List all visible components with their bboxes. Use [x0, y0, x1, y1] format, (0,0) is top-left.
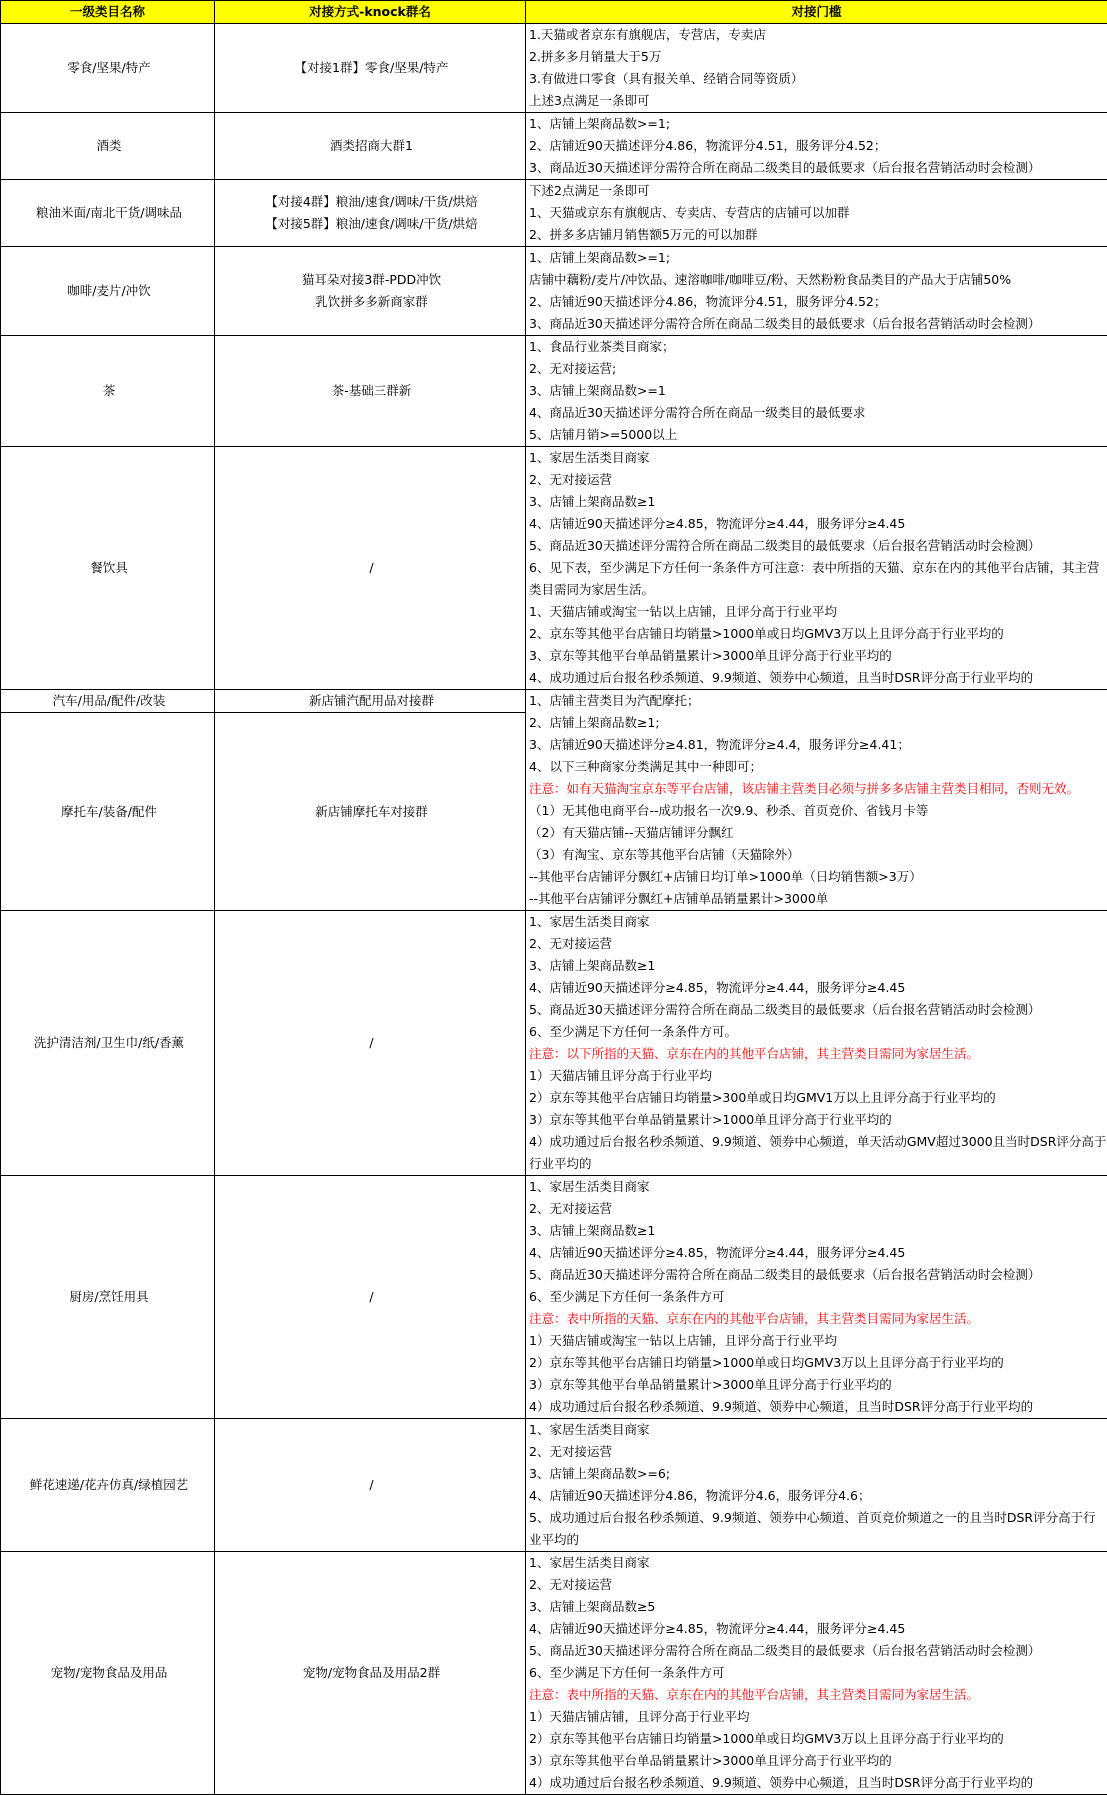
requirement-line: 4、以下三种商家分类满足其中一种即可； — [529, 756, 1107, 778]
group-name: 宠物/宠物食品及用品2群 — [218, 1662, 525, 1684]
category-cell[interactable]: 茶 — [1, 336, 215, 447]
requirement-line: （1）无其他电商平台--成功报名一次9.9、秒杀、首页竞价、省钱月卡等 — [529, 800, 1107, 822]
requirement-line: 2、无对接运营 — [529, 933, 1107, 955]
requirement-line: 3、店铺上架商品数≥1 — [529, 955, 1107, 977]
category-cell[interactable]: 零食/坚果/特产 — [1, 24, 215, 113]
requirement-note: 注意：表中所指的天猫、京东在内的其他平台店铺，其主营类目需同为家居生活。 — [529, 1308, 1107, 1330]
requirement-line: 3）京东等其他平台单品销量累计>1000单且评分高于行业平均的 — [529, 1109, 1107, 1131]
requirement-line: 3、商品近30天描述评分需符合所在商品二级类目的最低要求（后台报名营销活动时会检测） — [529, 157, 1107, 179]
requirement-line: 4、店铺近90天描述评分4.86，物流评分4.6，服务评分4.6； — [529, 1485, 1107, 1507]
requirement-line: 5、商品近30天描述评分需符合所在商品二级类目的最低要求（后台报名营销活动时会检测） — [529, 1640, 1107, 1662]
requirement-line: 4、商品近30天描述评分需符合所在商品一级类目的最低要求 — [529, 402, 1107, 424]
requirement-line: 2、店铺近90天描述评分4.86，物流评分4.51，服务评分4.52； — [529, 291, 1107, 313]
group-name: / — [218, 1474, 525, 1496]
requirement-line: 6、至少满足下方任何一条条件方可 — [529, 1286, 1107, 1308]
group-cell[interactable] — [215, 447, 526, 690]
table-row — [1, 247, 1107, 336]
group-name: 乳饮拼多多新商家群 — [218, 291, 525, 313]
requirement-line: 3、商品近30天描述评分需符合所在商品二级类目的最低要求（后台报名营销活动时会检测） — [529, 313, 1107, 335]
requirement-line: 3）京东等其他平台单品销量累计>3000单且评分高于行业平均的 — [529, 1374, 1107, 1396]
requirement-line: 3.有做进口零食（具有报关单、经销合同等资质） — [529, 68, 1107, 90]
group-cell[interactable] — [215, 1419, 526, 1552]
group-cell[interactable] — [215, 336, 526, 447]
requirement-line: 2、无对接运营 — [529, 1574, 1107, 1596]
requirement-line: 4）成功通过后台报名秒杀频道、9.9频道、领券中心频道，且当时DSR评分高于行业平均的 — [529, 1396, 1107, 1418]
group-name: 新店铺汽配用品对接群 — [218, 690, 525, 712]
group-cell[interactable] — [215, 713, 526, 911]
category-cell[interactable]: 摩托车/装备/配件 — [1, 713, 215, 911]
table-row — [1, 1176, 1107, 1419]
requirement-line: 1、天猫店铺或淘宝一钻以上店铺，且评分高于行业平均 — [529, 601, 1107, 623]
requirement-line: 2）京东等其他平台店铺日均销量>1000单或日均GMV3万以上且评分高于行业平均的 — [529, 1728, 1107, 1750]
requirement-line: 2、拼多多店铺月销售额5万元的可以加群 — [529, 224, 1107, 246]
requirement-line: 3、店铺上架商品数>=6; — [529, 1463, 1107, 1485]
requirement-line: 1）天猫店铺或淘宝一钻以上店铺，且评分高于行业平均 — [529, 1330, 1107, 1352]
requirements-cell[interactable] — [526, 180, 1107, 247]
table-row — [1, 911, 1107, 1176]
group-cell[interactable] — [215, 247, 526, 336]
requirements-cell[interactable] — [526, 1552, 1107, 1795]
requirement-line: 3、店铺上架商品数≥1 — [529, 1220, 1107, 1242]
requirements-cell[interactable] — [526, 690, 1107, 911]
requirement-note: 注意：以下所指的天猫、京东在内的其他平台店铺，其主营类目需同为家居生活。 — [529, 1043, 1107, 1065]
header-requirements[interactable]: 对接门槛 — [526, 1, 1107, 24]
requirement-line: 2、无对接运营; — [529, 358, 1107, 380]
table-row — [1, 180, 1107, 247]
requirement-line: 3、店铺上架商品数≥5 — [529, 1596, 1107, 1618]
requirement-line: 下述2点满足一条即可 — [529, 180, 1107, 202]
requirement-line: 1、天猫或京东有旗舰店、专卖店、专营店的店铺可以加群 — [529, 202, 1107, 224]
requirement-line: --其他平台店铺评分飘红+店铺日均订单>1000单（日均销售额>3万） — [529, 866, 1107, 888]
requirement-line: 6、至少满足下方任何一条条件方可。 — [529, 1021, 1107, 1043]
requirement-line: 5、商品近30天描述评分需符合所在商品二级类目的最低要求（后台报名营销活动时会检测） — [529, 535, 1107, 557]
group-name: 【对接1群】零食/坚果/特产 — [218, 57, 525, 79]
group-cell[interactable] — [215, 180, 526, 247]
requirement-line: 1）天猫店铺且评分高于行业平均 — [529, 1065, 1107, 1087]
requirement-line: 1、店铺上架商品数>=1; — [529, 113, 1107, 135]
group-cell[interactable] — [215, 690, 526, 713]
group-name: / — [218, 557, 525, 579]
requirements-cell[interactable] — [526, 1176, 1107, 1419]
requirement-line: 4、店铺近90天描述评分≥4.85，物流评分≥4.44，服务评分≥4.45 — [529, 513, 1107, 535]
requirement-line: 2、京东等其他平台店铺日均销量>1000单或日均GMV3万以上且评分高于行业平均的 — [529, 623, 1107, 645]
group-name: 【对接4群】粮油/速食/调味/干货/烘焙 — [218, 191, 525, 213]
group-name: 新店铺摩托车对接群 — [218, 801, 525, 823]
requirement-line: 5、商品近30天描述评分需符合所在商品二级类目的最低要求（后台报名营销活动时会检测） — [529, 999, 1107, 1021]
category-cell[interactable]: 洗护清洁剂/卫生巾/纸/香薰 — [1, 911, 215, 1176]
requirement-line: 2.拼多多月销量大于5万 — [529, 46, 1107, 68]
requirement-line: （3）有淘宝、京东等其他平台店铺（天猫除外） — [529, 844, 1107, 866]
requirement-line: （2）有天猫店铺--天猫店铺评分飘红 — [529, 822, 1107, 844]
table-row — [1, 24, 1107, 113]
requirement-line: 2、店铺上架商品数≥1; — [529, 712, 1107, 734]
group-cell[interactable] — [215, 1552, 526, 1795]
table-row — [1, 113, 1107, 180]
requirement-line: 4）成功通过后台报名秒杀频道、9.9频道、领券中心频道，且当时DSR评分高于行业平均的 — [529, 1772, 1107, 1794]
requirement-line: 2、无对接运营 — [529, 1198, 1107, 1220]
requirement-note: 注意：表中所指的天猫、京东在内的其他平台店铺，其主营类目需同为家居生活。 — [529, 1684, 1107, 1706]
category-cell[interactable]: 餐饮具 — [1, 447, 215, 690]
requirement-line: 2）京东等其他平台店铺日均销量>300单或日均GMV1万以上且评分高于行业平均的 — [529, 1087, 1107, 1109]
requirement-line: 1）天猫店铺店铺，且评分高于行业平均 — [529, 1706, 1107, 1728]
requirement-line: 2、无对接运营 — [529, 1441, 1107, 1463]
requirement-line: 1、食品行业茶类目商家； — [529, 336, 1107, 358]
requirement-line: 3、店铺上架商品数≥1 — [529, 491, 1107, 513]
requirement-line: 店铺中藕粉/麦片/冲饮品、速溶咖啡/咖啡豆/粉、天然粉粉食品类目的产品大于店铺50% — [529, 269, 1107, 291]
group-cell[interactable] — [215, 113, 526, 180]
header-group[interactable]: 对接方式-knock群名 — [215, 1, 526, 24]
requirement-line: 1、店铺上架商品数>=1; — [529, 247, 1107, 269]
requirement-line: 6、见下表，至少满足下方任何一条条件方可注意：表中所指的天猫、京东在内的其他平台店铺，其主营类目需同为家居生活。 — [529, 557, 1107, 601]
category-cell[interactable]: 咖啡/麦片/冲饮 — [1, 247, 215, 336]
group-cell[interactable] — [215, 911, 526, 1176]
table-row — [1, 1552, 1107, 1795]
requirement-line: 1.天猫或者京东有旗舰店，专营店，专卖店 — [529, 24, 1107, 46]
group-cell[interactable] — [215, 24, 526, 113]
requirements-cell[interactable] — [526, 336, 1107, 447]
category-cell[interactable]: 宠物/宠物食品及用品 — [1, 1552, 215, 1795]
requirements-cell[interactable] — [526, 113, 1107, 180]
group-name: 酒类招商大群1 — [218, 135, 525, 157]
requirements-cell[interactable] — [526, 24, 1107, 113]
requirement-line: 2、店铺近90天描述评分4.86，物流评分4.51，服务评分4.52； — [529, 135, 1107, 157]
requirement-line: 1、店铺主营类目为汽配摩托； — [529, 690, 1107, 712]
requirement-line: 5、商品近30天描述评分需符合所在商品二级类目的最低要求（后台报名营销活动时会检测） — [529, 1264, 1107, 1286]
requirements-cell[interactable] — [526, 447, 1107, 690]
requirement-line: 3、店铺上架商品数>=1 — [529, 380, 1107, 402]
requirement-line: 3、京东等其他平台单品销量累计>3000单且评分高于行业平均的 — [529, 645, 1107, 667]
requirement-line: 1、家居生活类目商家 — [529, 1419, 1107, 1441]
category-cell[interactable]: 厨房/烹饪用具 — [1, 1176, 215, 1419]
requirement-line: 4、店铺近90天描述评分≥4.85，物流评分≥4.44，服务评分≥4.45 — [529, 977, 1107, 999]
requirement-note: 注意：如有天猫淘宝京东等平台店铺，该店铺主营类目必须与拼多多店铺主营类目相同，否则无效。 — [529, 778, 1107, 800]
requirement-line: 3、店铺近90天描述评分≥4.81，物流评分≥4.4，服务评分≥4.41； — [529, 734, 1107, 756]
requirement-line: 4、店铺近90天描述评分≥4.85，物流评分≥4.44，服务评分≥4.45 — [529, 1618, 1107, 1640]
header-category[interactable]: 一级类目名称 — [1, 1, 215, 24]
requirement-line: 1、家居生活类目商家 — [529, 447, 1107, 469]
requirement-line: 2）京东等其他平台店铺日均销量>1000单或日均GMV3万以上且评分高于行业平均的 — [529, 1352, 1107, 1374]
category-cell[interactable]: 鲜花速递/花卉仿真/绿植园艺 — [1, 1419, 215, 1552]
requirement-line: 5、店铺月销>=5000以上 — [529, 424, 1107, 446]
requirement-line: 5、成功通过后台报名秒杀频道、9.9频道、领券中心频道、首页竞价频道之一的且当时DSR评分高于行业平均的 — [529, 1507, 1107, 1551]
group-cell[interactable] — [215, 1176, 526, 1419]
group-name: 猫耳朵对接3群-PDD冲饮 — [218, 269, 525, 291]
group-name: 【对接5群】粮油/速食/调味/干货/烘焙 — [218, 213, 525, 235]
requirement-line: 6、至少满足下方任何一条条件方可 — [529, 1662, 1107, 1684]
table-row — [1, 1419, 1107, 1552]
requirement-line: --其他平台店铺评分飘红+店铺单品销量累计>3000单 — [529, 888, 1107, 910]
requirement-line: 4、店铺近90天描述评分≥4.85，物流评分≥4.44，服务评分≥4.45 — [529, 1242, 1107, 1264]
requirements-cell[interactable] — [526, 911, 1107, 1176]
requirement-line: 4、成功通过后台报名秒杀频道、9.9频道、领券中心频道，且当时DSR评分高于行业平均的 — [529, 667, 1107, 689]
requirement-line: 1、家居生活类目商家 — [529, 1552, 1107, 1574]
group-name: 茶-基础三群新 — [218, 380, 525, 402]
table-row — [1, 690, 1107, 713]
group-name: / — [218, 1286, 525, 1308]
requirement-line: 2、无对接运营 — [529, 469, 1107, 491]
table-row — [1, 447, 1107, 690]
requirement-line: 3）京东等其他平台单品销量累计>3000单且评分高于行业平均的 — [529, 1750, 1107, 1772]
requirement-line: 1、家居生活类目商家 — [529, 1176, 1107, 1198]
category-cell[interactable]: 酒类 — [1, 113, 215, 180]
requirements-cell[interactable] — [526, 1419, 1107, 1552]
category-cell[interactable]: 粮油米面/南北干货/调味品 — [1, 180, 215, 247]
table-row — [1, 336, 1107, 447]
requirements-cell[interactable] — [526, 247, 1107, 336]
header-row — [1, 1, 1107, 24]
category-cell[interactable]: 汽车/用品/配件/改装 — [1, 690, 215, 713]
requirement-line: 1、家居生活类目商家 — [529, 911, 1107, 933]
requirement-line: 4）成功通过后台报名秒杀频道、9.9频道、领券中心频道，单天活动GMV超过3000且当时DSR评分高于行业平均的 — [529, 1131, 1107, 1175]
requirement-line: 上述3点满足一条即可 — [529, 90, 1107, 112]
group-name: / — [218, 1032, 525, 1054]
